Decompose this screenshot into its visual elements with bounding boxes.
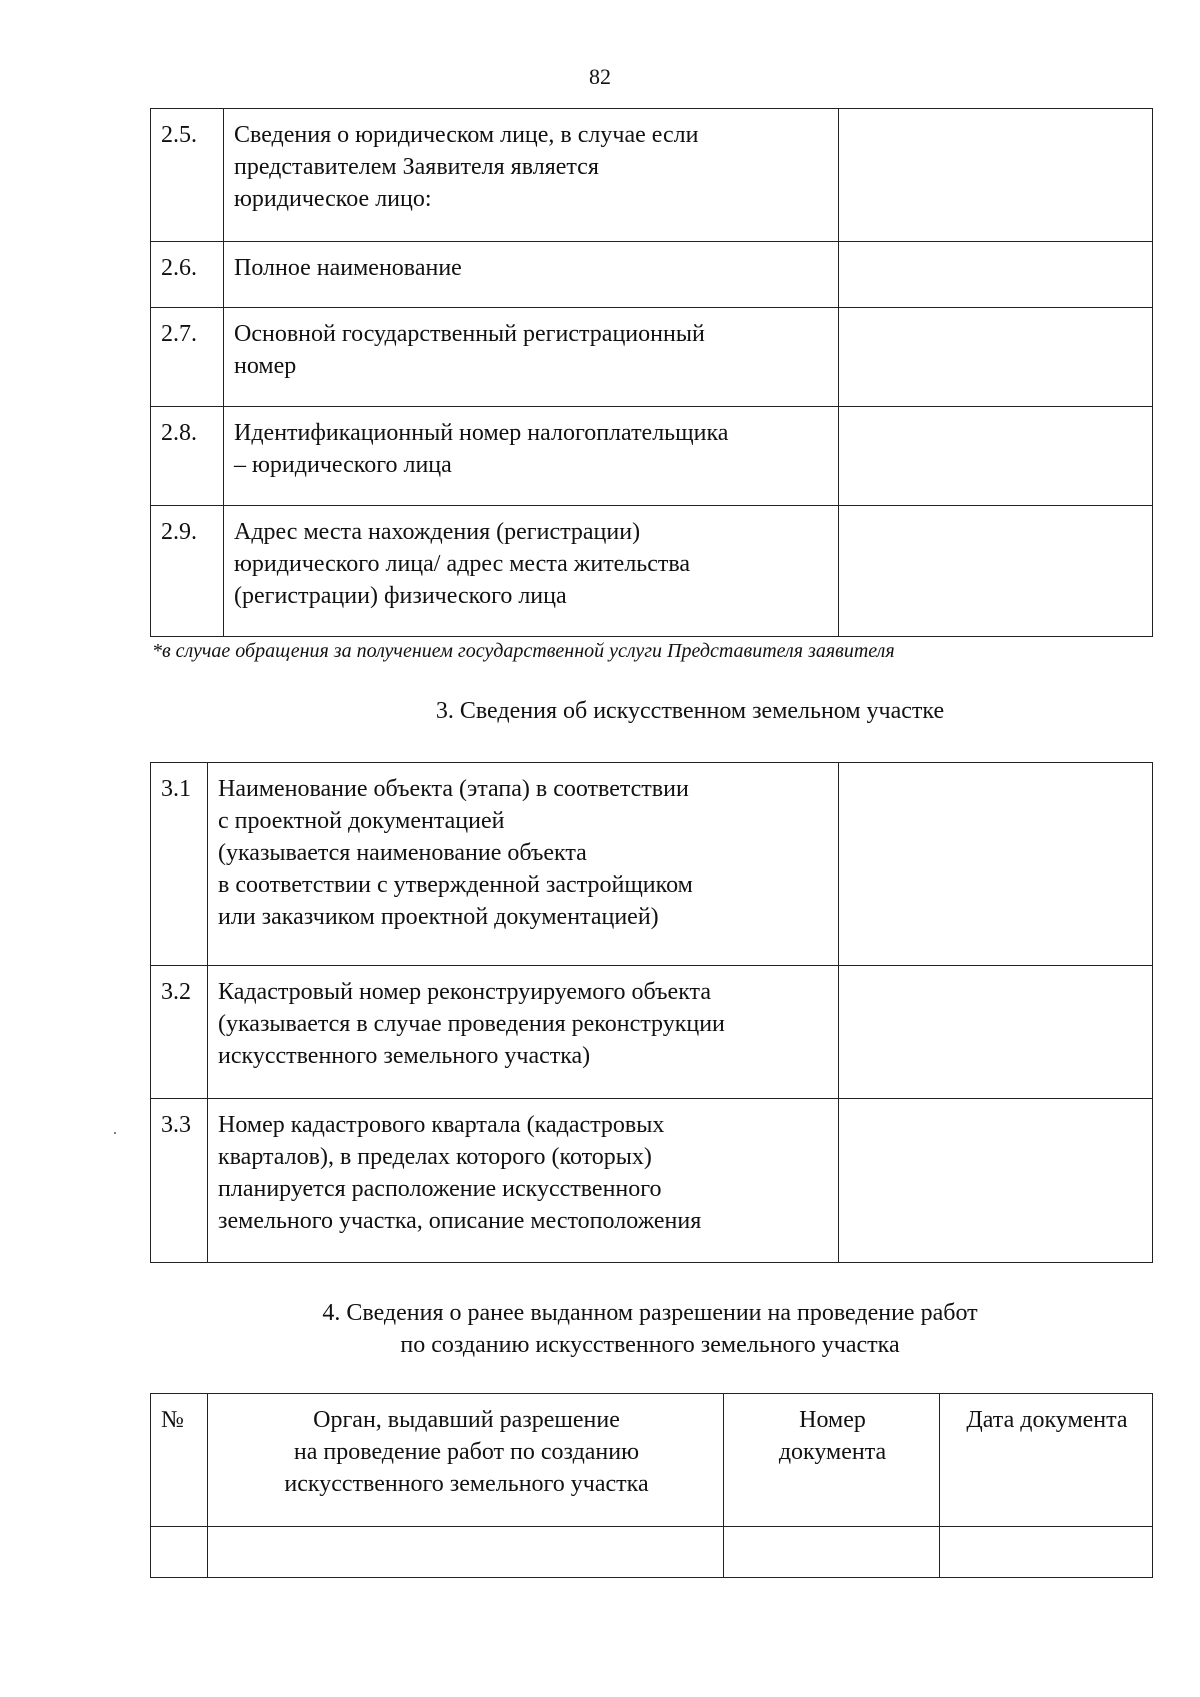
row-number: 2.5. [151, 109, 224, 242]
table-cell[interactable] [940, 1527, 1153, 1578]
row-label: Кадастровый номер реконструируемого объекта (указывается в случае проведения реконструкции искусственного земельного участка) [218, 979, 725, 1069]
row-number: 3.1 [151, 763, 208, 966]
row-label: Основной государственный регистрационный номер [234, 321, 705, 379]
section3-title: 3. Сведения об искусственном земельном участке [435, 698, 945, 724]
table-row [151, 763, 1153, 966]
row-number: 2.6. [151, 242, 224, 308]
value-cell[interactable] [839, 242, 1153, 308]
row-number: 2.8. [151, 407, 224, 506]
value-cell[interactable] [839, 109, 1153, 242]
section4-title-line1: 4. Сведения о ранее выданном разрешении на проведение работ [322, 1300, 978, 1326]
table-row [151, 1099, 1153, 1263]
value-cell[interactable] [839, 506, 1153, 637]
row-label: Наименование объекта (этапа) в соответствии с проектной документацией (указывается наименование объекта в соответствии с утвержденной застройщиком или заказчиком проектной документацией) [218, 776, 693, 930]
row-label: Полное наименование [234, 255, 462, 281]
scan-speck [114, 1132, 116, 1134]
table-row [151, 966, 1153, 1099]
value-cell[interactable] [839, 407, 1153, 506]
row-label: Сведения о юридическом лице, в случае если представителем Заявителя является юридическое лицо: [234, 122, 699, 212]
table-row [151, 109, 1153, 242]
header-doc-number: Номер документа [778, 1407, 887, 1465]
value-cell[interactable] [839, 308, 1153, 407]
section4-title-line2: по созданию искусственного земельного участка [400, 1332, 900, 1358]
table-header-row [151, 1394, 1153, 1527]
page-number: 82 [589, 64, 611, 89]
table-row [151, 407, 1153, 506]
table-cell[interactable] [724, 1527, 940, 1578]
row-label: Идентификационный номер налогоплательщика – юридического лица [234, 420, 729, 478]
table-row [151, 506, 1153, 637]
footnote: *в случае обращения за получением государственной услуги Представителя заявителя [152, 640, 895, 662]
section4-title [50, 1297, 1200, 1361]
table-row [151, 308, 1153, 407]
value-cell[interactable] [839, 966, 1153, 1099]
table-row [151, 1527, 1153, 1578]
row-number: 2.9. [151, 506, 224, 637]
header-number: № [151, 1394, 208, 1527]
section2-table [150, 108, 1153, 637]
value-cell[interactable] [839, 763, 1153, 966]
table-row [151, 242, 1153, 308]
section3-table [150, 762, 1153, 1263]
row-number: 2.7. [151, 308, 224, 407]
row-label: Номер кадастрового квартала (кадастровых кварталов), в пределах которого (которых) планируется расположение искусственного земельного участка, описание местоположения [218, 1112, 702, 1234]
row-number: 3.3 [151, 1099, 208, 1263]
header-authority: Орган, выдавший разрешение на проведение работ по созданию искусственного земельного участка [284, 1407, 649, 1497]
table-cell[interactable] [208, 1527, 724, 1578]
value-cell[interactable] [839, 1099, 1153, 1263]
header-doc-date: Дата документа [966, 1407, 1128, 1433]
section4-table [150, 1393, 1153, 1578]
row-label: Адрес места нахождения (регистрации) юридического лица/ адрес места жительства (регистрации) физического лица [234, 519, 691, 609]
row-number: 3.2 [151, 966, 208, 1099]
table-cell[interactable] [151, 1527, 208, 1578]
